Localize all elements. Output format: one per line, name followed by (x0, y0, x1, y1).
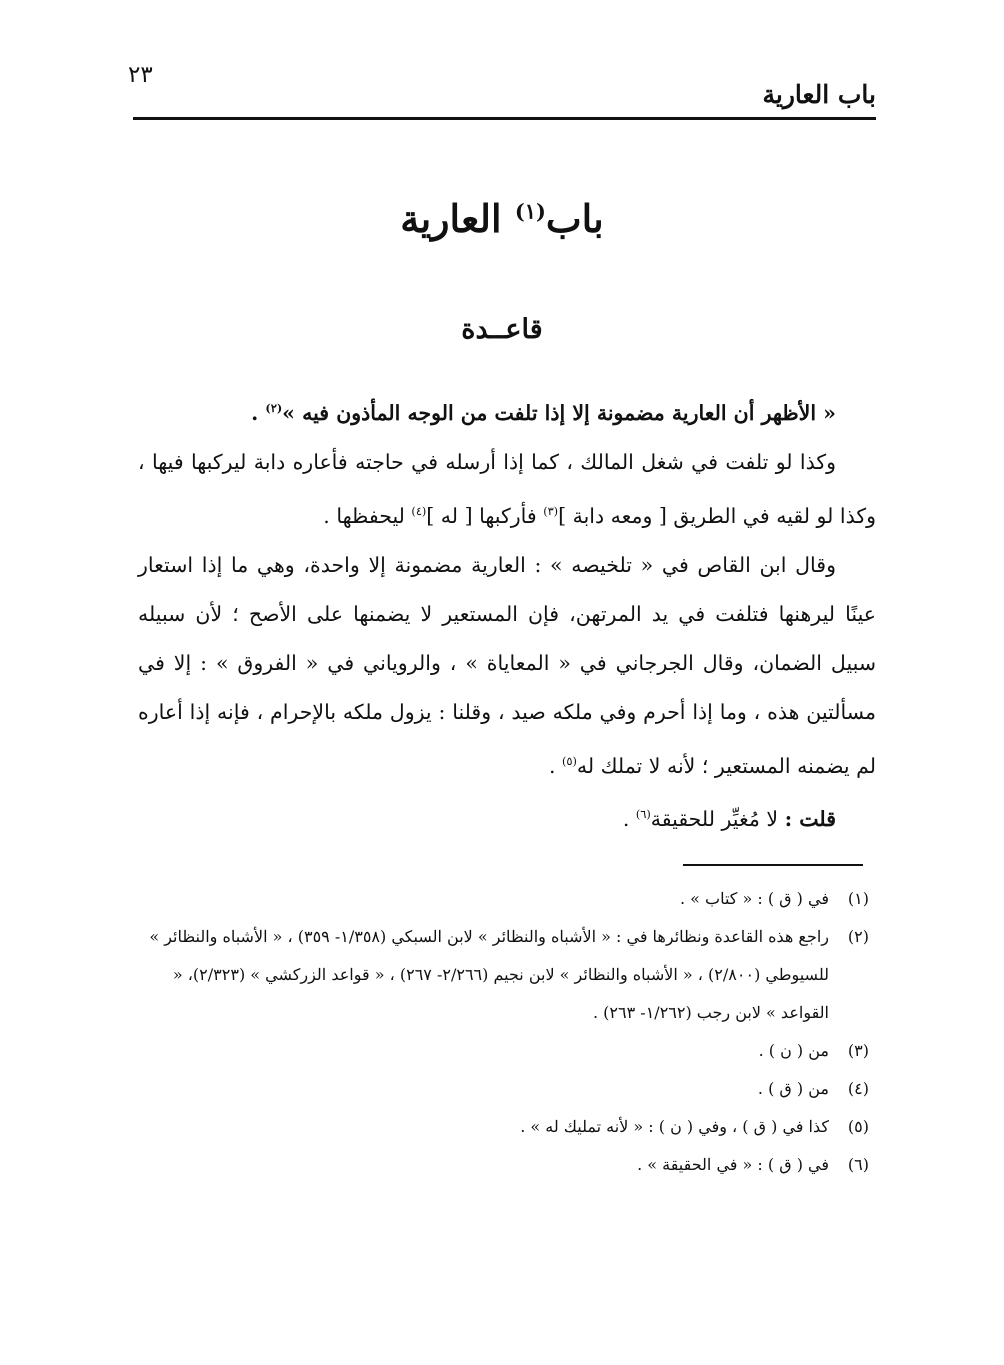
footnote-rule (683, 864, 863, 866)
footnote (128, 880, 869, 918)
footnote-text: راجع هذه القاعدة ونظائرها في : « الأشباه والنظائر » لابن السبكي (١/٣٥٨- ٣٥٩) ، « الأشباه والنظائر » للسيوطي (٢/٨٠٠) ، « الأشباه والنظائر » لابن نجيم (٢/٢٦٦- ٢٦٧) ، « قواعد الزركشي » (٢/٣٢٣)، « القواعد » لابن رجب (١/٢٦٢- ٢٦٣) . (149, 927, 829, 1022)
footnote-number: (٤) (847, 1079, 869, 1098)
paragraph-3 (138, 541, 876, 791)
paragraph-text: فأركبها [ له ] (426, 503, 537, 528)
paragraph-2 (138, 438, 876, 541)
footnote (128, 1070, 869, 1108)
footnote-number: (٣) (847, 1041, 869, 1060)
footnote-text: كذا في ( ق ) ، وفي ( ن ) : « لأنه تمليك له » . (520, 1117, 829, 1136)
footnote (128, 918, 869, 1032)
footnote (128, 1108, 869, 1146)
footnote-text: من ( ق ) . (757, 1079, 829, 1098)
note-text: لا مُغيِّر للحقيقة (650, 807, 779, 832)
paragraph-text: ليحفظها . (323, 503, 405, 528)
header-rule (133, 117, 876, 120)
footnote-ref-6: (٦) (635, 808, 651, 822)
paragraph-text: وقال ابن القاص في « تلخيصه » : العارية مضمونة إلا واحدة، وهي ما إذا استعار عينًا ليرهنها فتلفت في يد المرتهن، فإن المستعير لا يضمنها على الأصح ؛ لأن سبيله سبيل الضمان، وقال الجرجاني في « المعاياة » ، والروياني في « الفروق » : إلا في مسألتين هذه ، وما إذا أحرم وفي ملكه صيد ، وقلنا : يزول ملكه بالإحرام ، فإنه إذا أعاره لم يضمنه المستعير ؛ لأنه لا تملك له (138, 552, 876, 778)
rule-end: . (251, 400, 259, 425)
chapter-title-word: باب (545, 196, 604, 241)
section-title: قاعــدة (461, 314, 543, 345)
footnote-ref-4: (٤) (411, 504, 427, 518)
footnote (128, 1032, 869, 1070)
chapter-title (0, 196, 1004, 241)
running-title: باب العارية (762, 80, 876, 109)
body-text (138, 384, 876, 844)
footnote-ref-2: (٢) (265, 401, 283, 415)
footnote-ref-3: (٣) (543, 504, 559, 518)
footnote-number: (٥) (847, 1117, 869, 1136)
footnote-text: من ( ن ) . (758, 1041, 829, 1060)
paragraph-text: . (622, 807, 630, 832)
footnote (128, 1146, 869, 1184)
footnote-text: في ( ق ) : « في الحقيقة » . (637, 1155, 829, 1174)
footnote-number: (١) (847, 889, 869, 908)
paragraph-text: . (548, 753, 556, 778)
paragraph-text: وكذا لو تلفت في شغل المالك ، كما إذا أرسله في حاجته فأعاره دابة ليركبها فيها ، وكذا لو لقيه في الطريق [ ومعه دابة ] (138, 449, 876, 528)
rule-text: « الأظهر أن العارية مضمونة إلا إذا تلفت من الوجه المأذون فيه » (282, 400, 836, 425)
rule-paragraph (138, 384, 876, 438)
footnote-ref-5: (٥) (562, 754, 577, 768)
footnote-ref-1: (١) (514, 198, 546, 224)
footnote-text: في ( ق ) : « كتاب » . (679, 889, 829, 908)
footnotes (128, 880, 869, 1184)
paragraph-4 (138, 790, 876, 844)
page-number: ٢٣ (128, 62, 153, 88)
footnote-number: (٦) (847, 1155, 869, 1174)
chapter-title-word: العارية (400, 196, 502, 241)
footnote-number: (٢) (847, 927, 869, 946)
note-label: قلت : (784, 807, 836, 832)
